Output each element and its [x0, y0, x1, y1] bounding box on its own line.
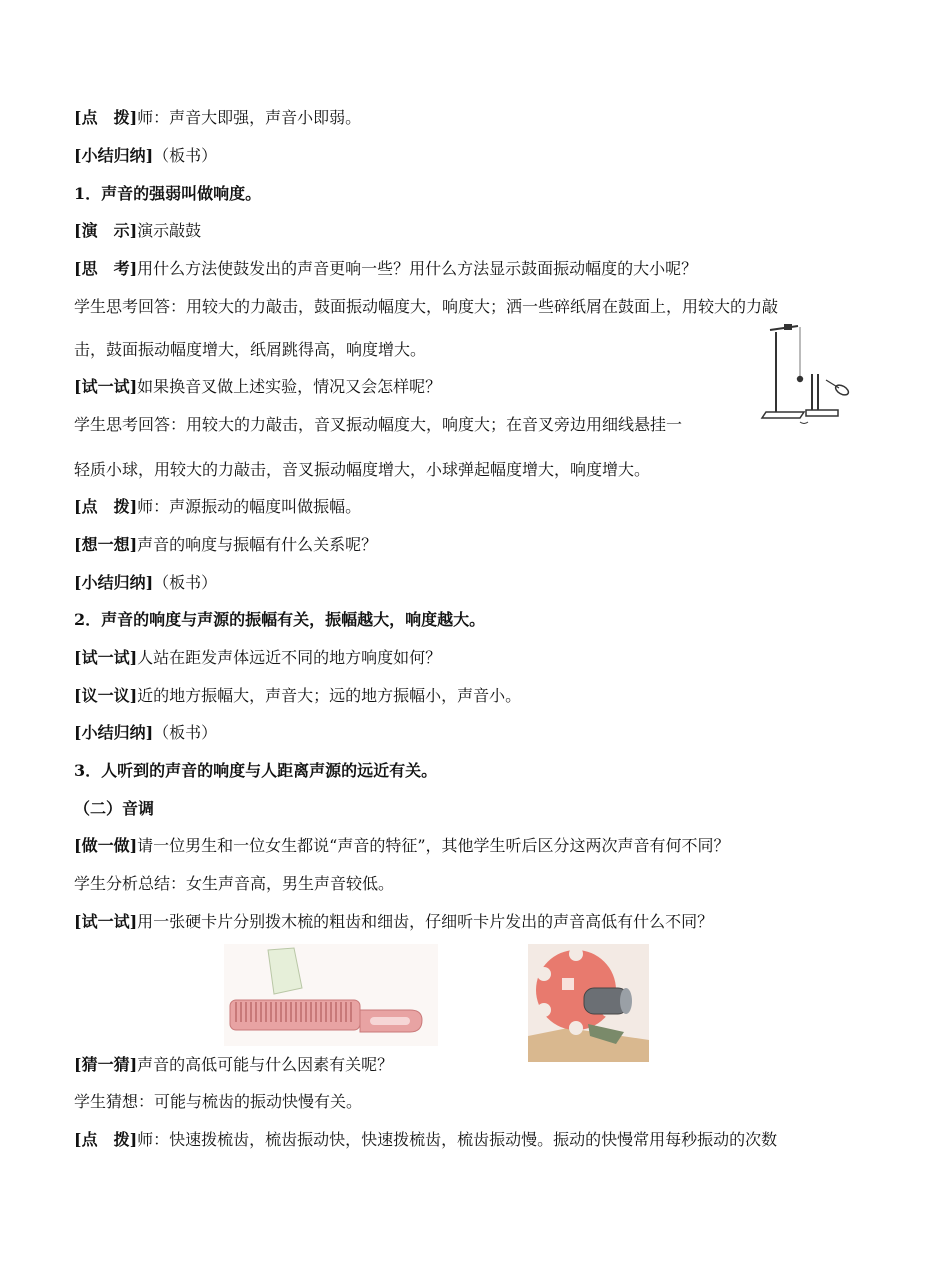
- paragraph: [74, 873, 394, 895]
- text: 1．声音的强弱叫做响度。: [74, 184, 262, 203]
- text: 学生思考回答：用较大的力敲击，鼓面振动幅度大，响度大；洒一些碎纸屑在鼓面上，用较大的力敲: [74, 297, 779, 316]
- tag: [小结归纳]: [74, 573, 154, 592]
- tag: [小结归纳]: [74, 146, 154, 165]
- text: 用什么方法使鼓发出的声音更响一些？用什么方法显示鼓面振动幅度的大小呢？: [137, 259, 698, 278]
- paragraph: [74, 459, 650, 481]
- tag: [思 考]: [74, 259, 138, 278]
- text: 师：声音大即强，声音小即弱。: [137, 108, 362, 127]
- text: 请一位男生和一位女生都说“声音的特征”，其他学生听后区分这两次声音有何不同？: [137, 836, 730, 855]
- summary-point: [74, 183, 261, 205]
- paragraph: [74, 145, 217, 167]
- paragraph: [74, 258, 697, 280]
- paragraph: [74, 496, 361, 518]
- paragraph: [74, 414, 682, 436]
- section-heading: [74, 798, 154, 820]
- text: 师：声源振动的幅度叫做振幅。: [137, 497, 362, 516]
- tag: [猜一猜]: [74, 1055, 138, 1074]
- summary-point: [74, 760, 437, 782]
- tag: [议一议]: [74, 686, 138, 705]
- paragraph: [74, 376, 441, 398]
- text: （板书）: [153, 146, 218, 165]
- paragraph: [74, 685, 521, 707]
- text: 近的地方振幅大，声音大；远的地方振幅小，声音小。: [137, 686, 522, 705]
- text: 声音的高低可能与什么因素有关呢？: [137, 1055, 394, 1074]
- tag: [点 拨]: [74, 108, 138, 127]
- summary-point: [74, 609, 485, 631]
- text: （板书）: [153, 723, 218, 742]
- paragraph: [74, 296, 778, 318]
- tag: [小结归纳]: [74, 723, 154, 742]
- comb-figure: [224, 944, 438, 1046]
- text: 人站在距发声体远近不同的地方响度如何？: [137, 648, 442, 667]
- paragraph: [74, 1054, 393, 1076]
- text: 轻质小球，用较大的力敲击，音叉振动幅度增大，小球弹起幅度增大，响度增大。: [74, 460, 651, 479]
- text: 击，鼓面振动幅度增大，纸屑跳得高，响度增大。: [74, 340, 427, 359]
- paragraph: [74, 107, 361, 129]
- tag: [点 拨]: [74, 1130, 138, 1149]
- text: 演示敲鼓: [137, 221, 202, 240]
- paragraph: [74, 911, 713, 933]
- text: （二）音调: [74, 799, 155, 818]
- paragraph: [74, 534, 377, 556]
- paragraph: [74, 572, 217, 594]
- tag: [试一试]: [74, 648, 138, 667]
- paragraph: [74, 647, 441, 669]
- text: 3．人听到的声音的响度与人距离声源的远近有关。: [74, 761, 438, 780]
- paragraph: [74, 835, 730, 857]
- text: 声音的响度与振幅有什么关系呢？: [137, 535, 378, 554]
- toothed-wheel-figure: [528, 944, 649, 1062]
- tag: [想一想]: [74, 535, 138, 554]
- text: 2．声音的响度与声源的振幅有关，振幅越大，响度越大。: [74, 610, 486, 629]
- text: 学生思考回答：用较大的力敲击，音叉振动幅度大，响度大；在音叉旁边用细线悬挂一: [74, 415, 683, 434]
- paragraph: [74, 220, 201, 242]
- tag: [点 拨]: [74, 497, 138, 516]
- text: 用一张硬卡片分别拨木梳的粗齿和细齿，仔细听卡片发出的声音高低有什么不同？: [137, 912, 714, 931]
- tuning-fork-figure: [756, 318, 856, 428]
- text: （板书）: [153, 573, 218, 592]
- text: 学生猜想：可能与梳齿的振动快慢有关。: [74, 1092, 363, 1111]
- tag: [演 示]: [74, 221, 138, 240]
- tag: [试一试]: [74, 377, 138, 396]
- tag: [试一试]: [74, 912, 138, 931]
- paragraph: [74, 1129, 777, 1151]
- text: 学生分析总结：女生声音高，男生声音较低。: [74, 874, 395, 893]
- text: 师：快速拨梳齿，梳齿振动快，快速拨梳齿，梳齿振动慢。振动的快慢常用每秒振动的次数: [137, 1130, 778, 1149]
- tag: [做一做]: [74, 836, 138, 855]
- paragraph: [74, 1091, 362, 1113]
- text: 如果换音叉做上述实验，情况又会怎样呢？: [137, 377, 442, 396]
- paragraph: [74, 339, 426, 361]
- paragraph: [74, 722, 217, 744]
